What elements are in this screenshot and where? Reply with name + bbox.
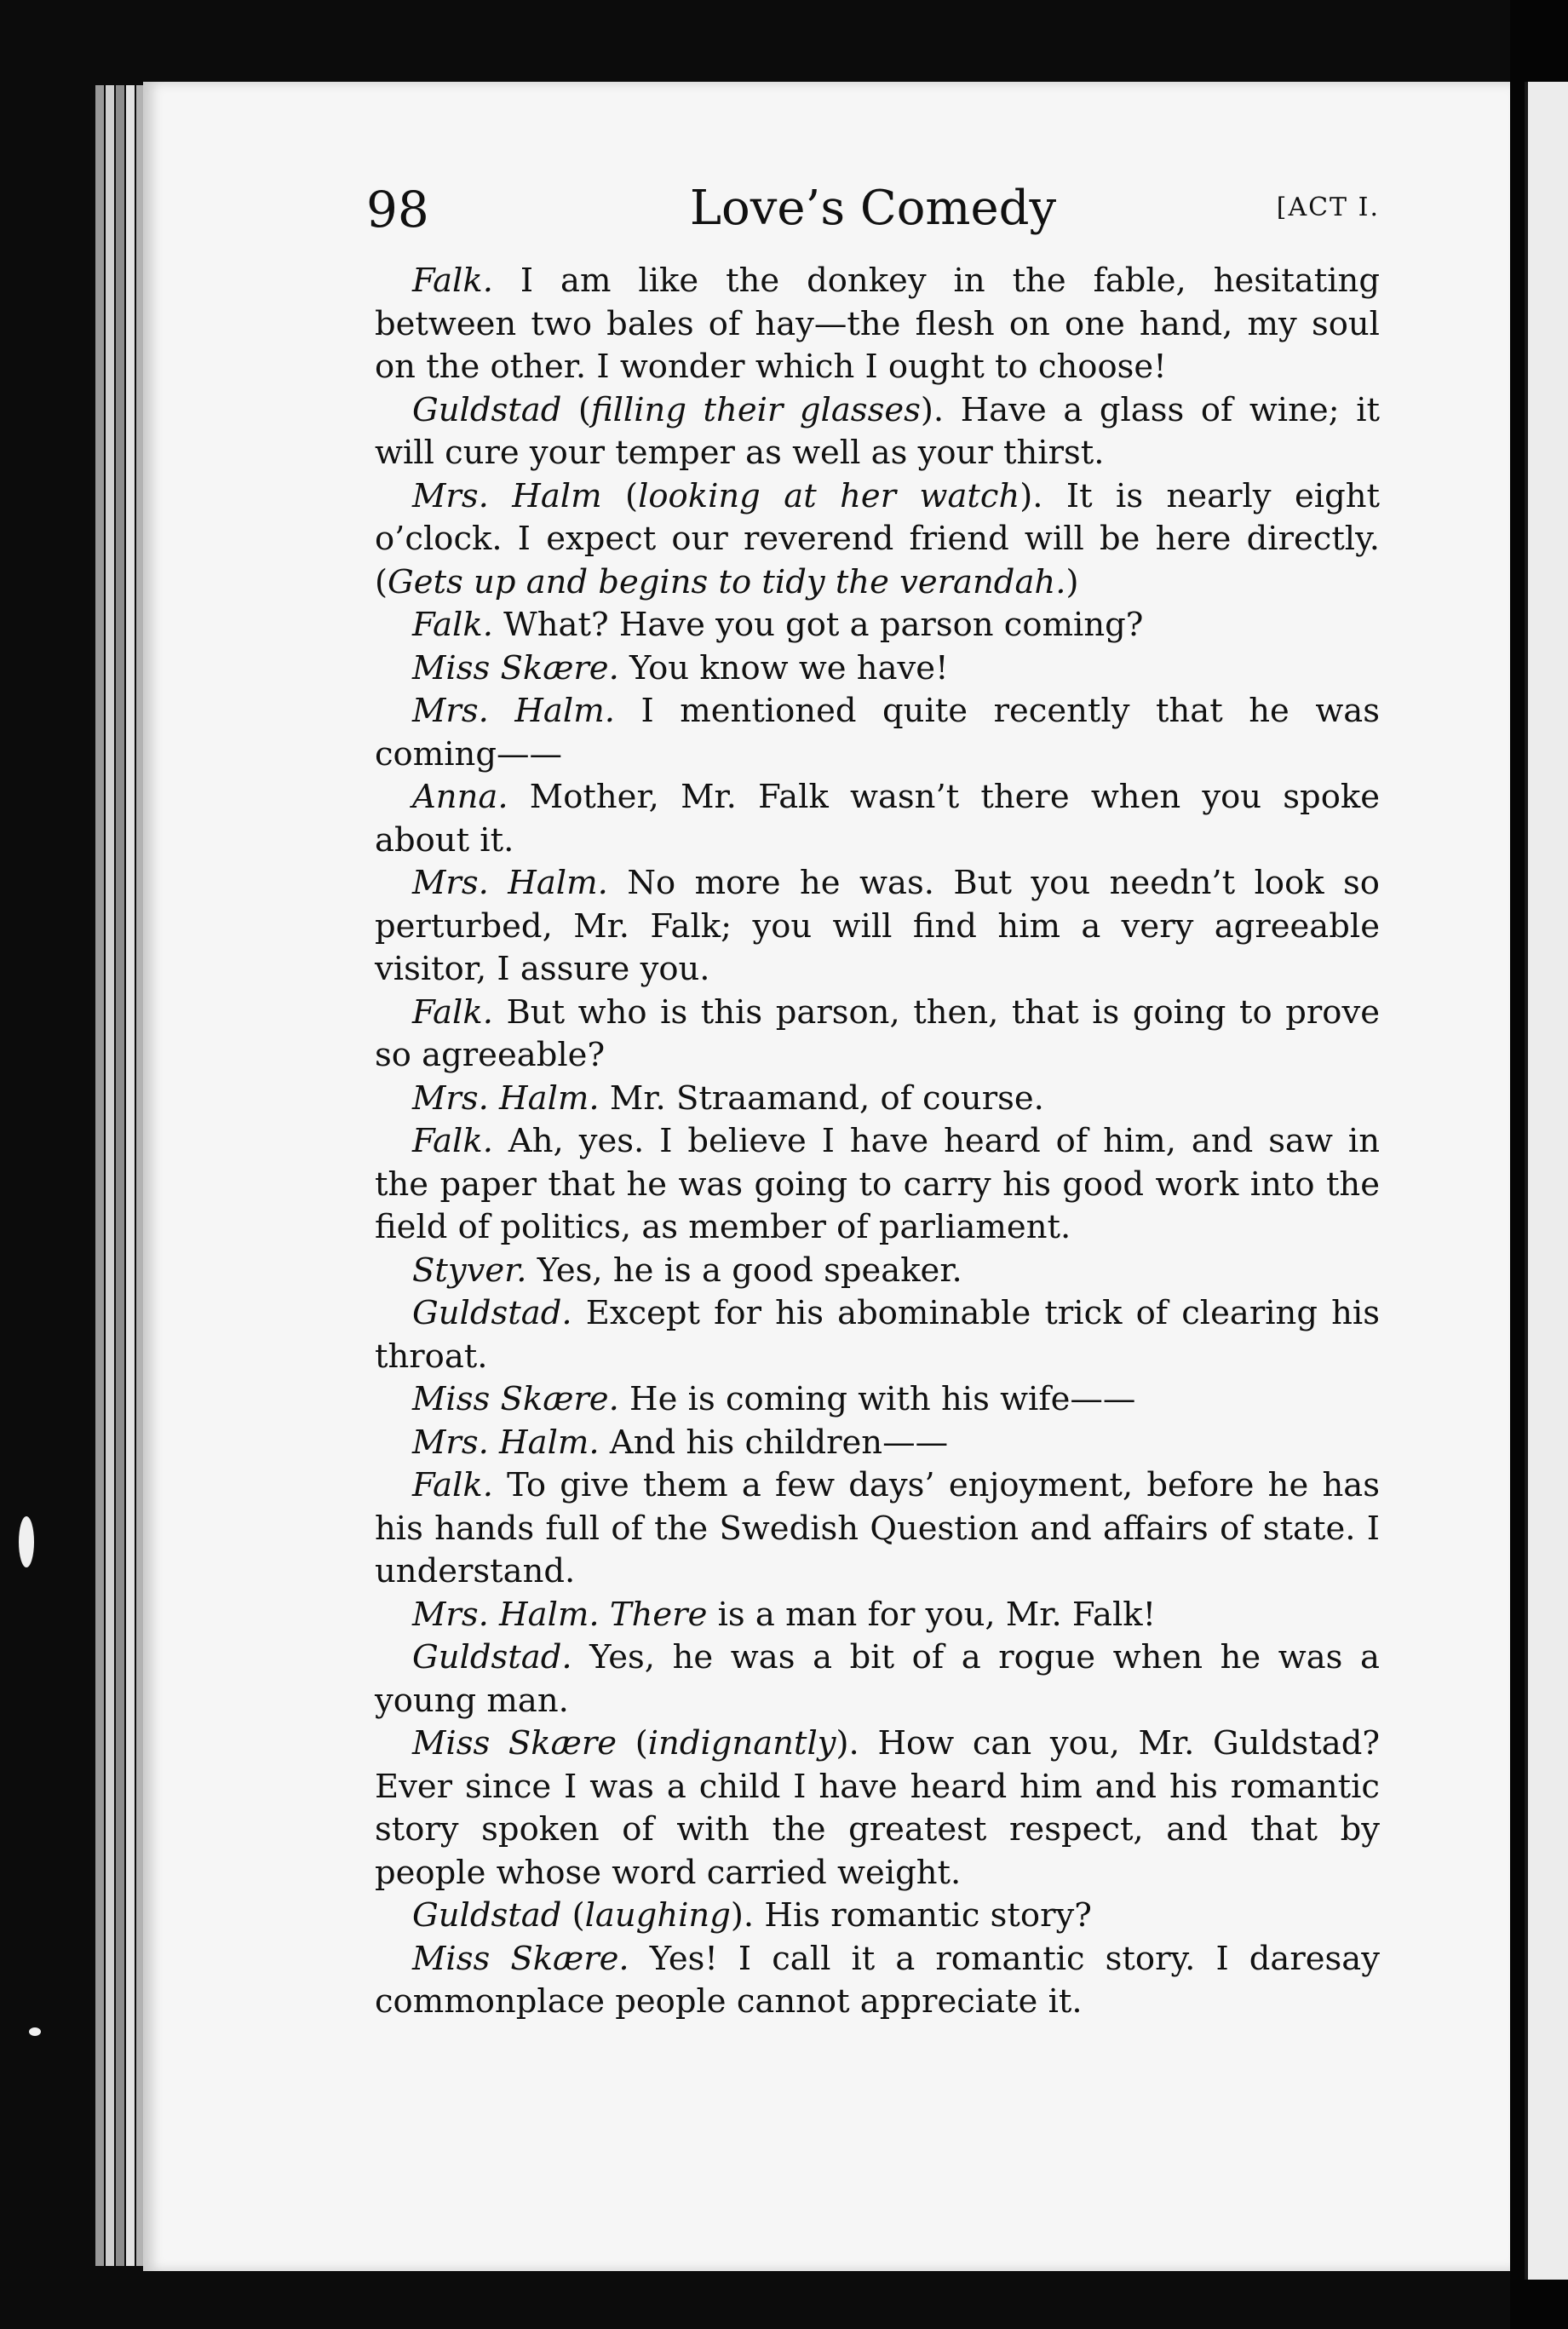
- speech-text: Mother, Mr. Falk wasn’t there when you spoke about it.: [375, 778, 1380, 860]
- speech-text: ). It is nearly eight o’clock. I expect our reverend friend will be here directly. (: [375, 476, 1380, 601]
- speech-paragraph: [375, 690, 1380, 776]
- speech-paragraph: [375, 1120, 1380, 1250]
- speech-paragraph: [375, 1422, 1380, 1465]
- speech-paragraph: [375, 776, 1380, 862]
- speaker-name: Mrs. Halm.: [412, 1423, 600, 1462]
- speech-paragraph: [375, 1594, 1380, 1637]
- speech-text: Ah, yes. I believe I have heard of him, and saw in the paper that he was going to carry his good work into the field of politics, as member of parliament.: [375, 1122, 1380, 1246]
- speech-text: is a man for you, Mr. Falk!: [707, 1595, 1157, 1634]
- facing-page-edge: [1525, 82, 1568, 2280]
- speech-paragraph: [375, 1938, 1380, 2024]
- speaker-name: Styver.: [412, 1251, 527, 1290]
- speech-text: Yes! I call it a romantic story. I daresay commonplace people cannot appreciate it.: [375, 1939, 1380, 2021]
- play-text: [375, 260, 1380, 2024]
- speaker-name: Mrs. Halm.: [412, 692, 615, 730]
- speech-text: Yes, he is a good speaker.: [526, 1251, 962, 1290]
- speaker-name: Guldstad: [412, 390, 562, 429]
- speech-text: I mentioned quite recently that he was coming——: [375, 692, 1380, 773]
- speaker-name: Mrs. Halm.: [412, 1595, 600, 1634]
- speech-paragraph: [375, 604, 1380, 647]
- speech-paragraph: [375, 1722, 1380, 1895]
- stage-direction-open: (: [561, 1896, 585, 1935]
- page-edge: [136, 85, 143, 2266]
- speech-text: No more he was. But you needn’t look so perturbed, Mr. Falk; you will find him a very agreeable visitor, I assure you.: [375, 864, 1380, 988]
- stage-direction-open: (: [617, 1724, 648, 1763]
- dust-speck: [19, 1516, 34, 1567]
- speaker-name: Anna.: [412, 778, 508, 816]
- stage-direction-close: ): [1065, 562, 1079, 601]
- speech-text: ). His romantic story?: [730, 1896, 1092, 1935]
- speech-text: ). How can you, Mr. Guldstad? Ever since I was a child I have heard him and his romantic story spoken of with the greatest respect, and that by people whose word carried weight.: [375, 1724, 1380, 1892]
- speech-paragraph: [375, 862, 1380, 992]
- stage-direction: indignantly: [647, 1724, 836, 1763]
- speaker-name: Mrs. Halm: [412, 476, 602, 515]
- speaker-name: Mrs. Halm.: [412, 1078, 600, 1118]
- speech-paragraph: [375, 475, 1380, 605]
- stage-direction: looking at her watch: [638, 476, 1020, 515]
- speech-paragraph: [375, 260, 1380, 389]
- speech-text: To give them a few days’ enjoyment, before he has his hands full of the Swedish Question and affairs of state. I understand.: [375, 1466, 1380, 1590]
- speech-text: Except for his abominable trick of clearing his throat.: [375, 1294, 1380, 1376]
- speech-paragraph: [375, 1895, 1380, 1938]
- running-title: Love’s Comedy: [689, 181, 1057, 236]
- speaker-name: Falk.: [412, 992, 493, 1032]
- page-edge: [95, 85, 104, 2266]
- speech-paragraph: [375, 992, 1380, 1078]
- speaker-name: Miss Skære.: [412, 648, 619, 687]
- speech-paragraph: [375, 389, 1380, 475]
- dust-speck: [29, 2027, 41, 2036]
- speaker-name: Falk.: [412, 1466, 493, 1504]
- stage-direction: filling their glasses: [590, 390, 921, 429]
- speech-text: I am like the donkey in the fable, hesitating between two bales of hay—the flesh on one hand, my soul on the other. I wonder which I ought to choose!: [375, 262, 1380, 386]
- speaker-name: Miss Skære.: [412, 1380, 619, 1418]
- speech-paragraph: [375, 1636, 1380, 1722]
- speaker-name: Falk.: [412, 1122, 493, 1160]
- stage-direction: Gets up and begins to tidy the verandah.: [388, 562, 1066, 601]
- speech-paragraph: [375, 1250, 1380, 1293]
- emphasized-word: There: [609, 1595, 708, 1634]
- speaker-name: Mrs. Halm.: [412, 864, 608, 902]
- speech-text: But who is this parson, then, that is going to prove so agreeable?: [375, 992, 1380, 1074]
- stage-direction-open: (: [601, 476, 639, 515]
- act-marker: [ACT I.: [1276, 193, 1380, 222]
- speech-text: Mr. Straamand, of course.: [599, 1078, 1044, 1118]
- speaker-name: Guldstad: [412, 1896, 562, 1935]
- speech-paragraph: [375, 1078, 1380, 1121]
- speaker-name: Falk.: [412, 262, 493, 300]
- page-edge: [116, 85, 124, 2266]
- speech-text: ). Have a glass of wine; it will cure your temper as well as your thirst.: [375, 390, 1380, 472]
- speaker-name: Falk.: [412, 606, 493, 644]
- page-header: [366, 181, 1380, 249]
- page-edge: [106, 85, 114, 2266]
- speech-space: [600, 1596, 610, 1634]
- speech-text: You know we have!: [618, 648, 949, 687]
- stage-direction: laughing: [584, 1896, 731, 1935]
- stage-direction-open: (: [561, 390, 591, 429]
- speech-paragraph: [375, 1292, 1380, 1378]
- speaker-name: Miss Skære: [412, 1724, 617, 1763]
- speech-text: What? Have you got a parson coming?: [492, 606, 1144, 644]
- page-edge: [126, 85, 135, 2266]
- speaker-name: Guldstad.: [412, 1294, 572, 1332]
- speaker-name: Miss Skære.: [412, 1939, 629, 1978]
- speech-paragraph: [375, 647, 1380, 691]
- speech-text: Yes, he was a bit of a rogue when he was a young man.: [375, 1638, 1380, 1720]
- speaker-name: Guldstad.: [412, 1638, 572, 1676]
- speech-text: He is coming with his wife——: [618, 1380, 1136, 1418]
- speech-text: And his children——: [599, 1423, 949, 1462]
- speech-paragraph: [375, 1464, 1380, 1594]
- speech-paragraph: [375, 1378, 1380, 1422]
- page-number: 98: [366, 181, 429, 239]
